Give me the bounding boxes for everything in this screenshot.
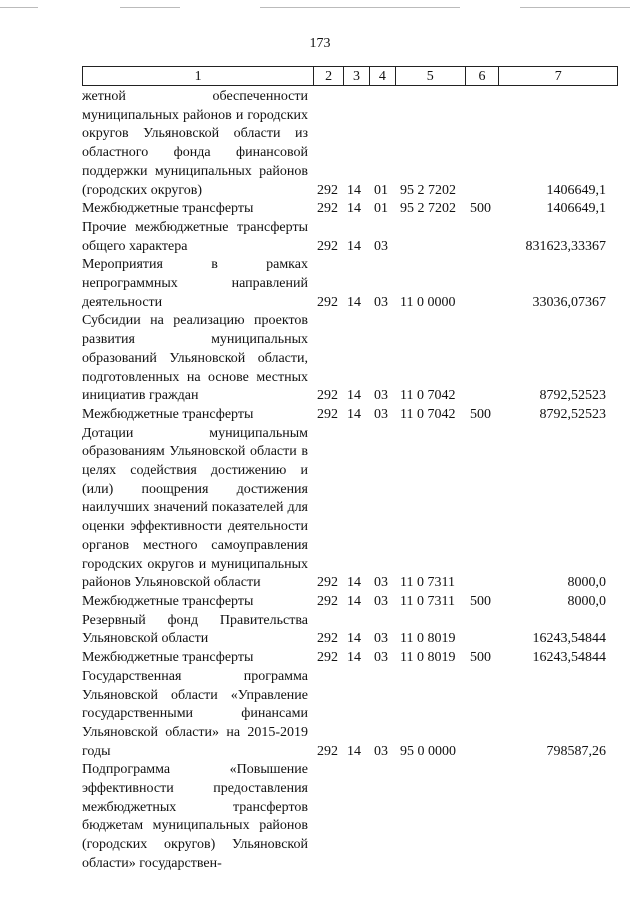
row-codes [314,593,618,612]
section-code: 14 [347,201,361,217]
section-code: 14 [347,294,361,310]
subsection-code: 03 [374,743,388,759]
section-code: 14 [347,575,361,591]
table-row [82,668,618,762]
target-article-code: 11 0 7311 [400,575,455,591]
target-article-code: 95 2 7202 [400,201,456,217]
target-article-code: 11 0 8019 [400,631,456,647]
row-description: Мероприятия в рамках непрограммных направлений деятельности [82,257,308,310]
row-description: Межбюджетные трансферты [82,650,254,666]
table-row [82,219,618,256]
row-codes [314,200,618,219]
section-code: 14 [347,594,361,609]
header-col-1: 1 [83,67,314,85]
grbs-code: 292 [317,743,338,759]
subsection-code: 01 [374,182,388,198]
row-codes [314,649,618,668]
subsection-code: 03 [374,631,388,647]
grbs-code: 292 [317,201,338,217]
grbs-code: 292 [317,594,338,609]
table-row [82,406,618,425]
subsection-code: 03 [374,294,388,310]
section-code: 14 [347,182,361,198]
grbs-code: 292 [317,631,338,647]
amount: 8000,0 [567,594,606,609]
table-row [82,761,618,873]
target-article-code: 11 0 7042 [400,406,456,422]
scan-artifact [520,7,630,8]
row-description: Субсидии на реализацию проектов развития муниципальных образований Ульяновской области, подготовленных на основе местных инициатив граждан [82,313,308,404]
row-codes [314,294,618,313]
table-body [82,88,618,874]
grbs-code: 292 [317,238,338,254]
header-col-4: 4 [370,67,396,85]
scan-artifact [120,7,180,8]
row-description: Межбюджетные трансферты [82,593,254,609]
page-number: 173 [309,36,331,51]
amount: 1406649,1 [546,182,606,198]
subsection-code: 03 [374,575,388,591]
header-col-3: 3 [344,67,370,85]
expense-type-code: 500 [470,594,491,609]
row-description: Прочие межбюджетные трансферты общего характера [82,219,308,254]
row-description: Межбюджетные трансферты [82,406,254,422]
amount: 8000,0 [567,575,606,591]
row-codes [314,574,618,593]
section-code: 14 [347,238,361,254]
amount: 831623,33367 [525,238,606,254]
row-description: Межбюджетные трансферты [82,201,254,217]
row-codes [314,182,618,201]
section-code: 14 [347,650,361,666]
expense-type-code: 500 [470,201,491,217]
row-codes [314,406,618,425]
row-description: Подпрограмма «Повышение эффективности предоставления межбюджетных трансфертов бюджетам муниципальных районов (городских округов) Ульяновской области» государствен- [82,762,308,871]
amount: 798587,26 [546,743,606,759]
grbs-code: 292 [317,294,338,310]
grbs-code: 292 [317,388,338,404]
subsection-code: 03 [374,238,388,254]
grbs-code: 292 [317,575,338,591]
expense-type-code: 500 [470,406,491,422]
table-row [82,593,618,612]
table-row [82,256,618,312]
grbs-code: 292 [317,650,338,666]
expense-type-code: 500 [470,650,491,666]
target-article-code: 11 0 7311 [400,594,455,609]
target-article-code: 95 2 7202 [400,182,456,198]
table-row [82,649,618,668]
row-codes [314,630,618,649]
table-header [82,66,618,86]
target-article-code: 11 0 0000 [400,294,456,310]
scan-artifact [260,7,460,8]
header-col-7: 7 [554,69,562,84]
row-description: жетной обеспеченности муниципальных районов и городских округов Ульяновской области из областного фонда финансовой поддержки муниципальных районов (городских округов) [82,89,308,198]
section-code: 14 [347,631,361,647]
row-codes [314,855,618,874]
target-article-code: 11 0 7042 [400,388,456,404]
table-row [82,88,618,200]
row-description: Резервный фонд Правительства Ульяновской области [82,612,308,647]
table-row [82,612,618,649]
amount: 8792,52523 [539,406,606,422]
amount: 16243,54844 [532,650,606,666]
section-code: 14 [347,406,361,422]
subsection-code: 03 [374,388,388,404]
row-description: Дотации муниципальным образованиям Ульяновской области в целях содействия достижению и (или) поощрения достижения наилучших значений показателей для оценки эффективности деятельности органов местного самоуправления городских округов и муниципальных районов Ульяновской области [82,425,308,591]
row-codes [314,743,618,762]
grbs-code: 292 [317,406,338,422]
amount: 1406649,1 [546,201,606,217]
header-col-5: 5 [396,67,466,85]
section-code: 14 [347,743,361,759]
target-article-code: 95 0 0000 [400,743,456,759]
table-row [82,312,618,406]
table-row [82,425,618,593]
amount: 16243,54844 [532,631,606,647]
scan-artifact [0,7,38,8]
subsection-code: 01 [374,201,388,217]
row-description: Государственная программа Ульяновской области «Управление государственными финансами Ульяновской области» на 2015-2019 годы [82,668,308,759]
amount: 8792,52523 [539,388,606,404]
section-code: 14 [347,388,361,404]
header-col-2: 2 [314,67,344,85]
target-article-code: 11 0 8019 [400,650,456,666]
row-codes [314,387,618,406]
subsection-code: 03 [374,406,388,422]
subsection-code: 03 [374,650,388,666]
header-col-6: 6 [466,67,500,85]
amount: 33036,07367 [532,294,606,310]
table-row [82,200,618,219]
subsection-code: 03 [374,594,388,609]
row-codes [314,238,618,257]
grbs-code: 292 [317,182,338,198]
